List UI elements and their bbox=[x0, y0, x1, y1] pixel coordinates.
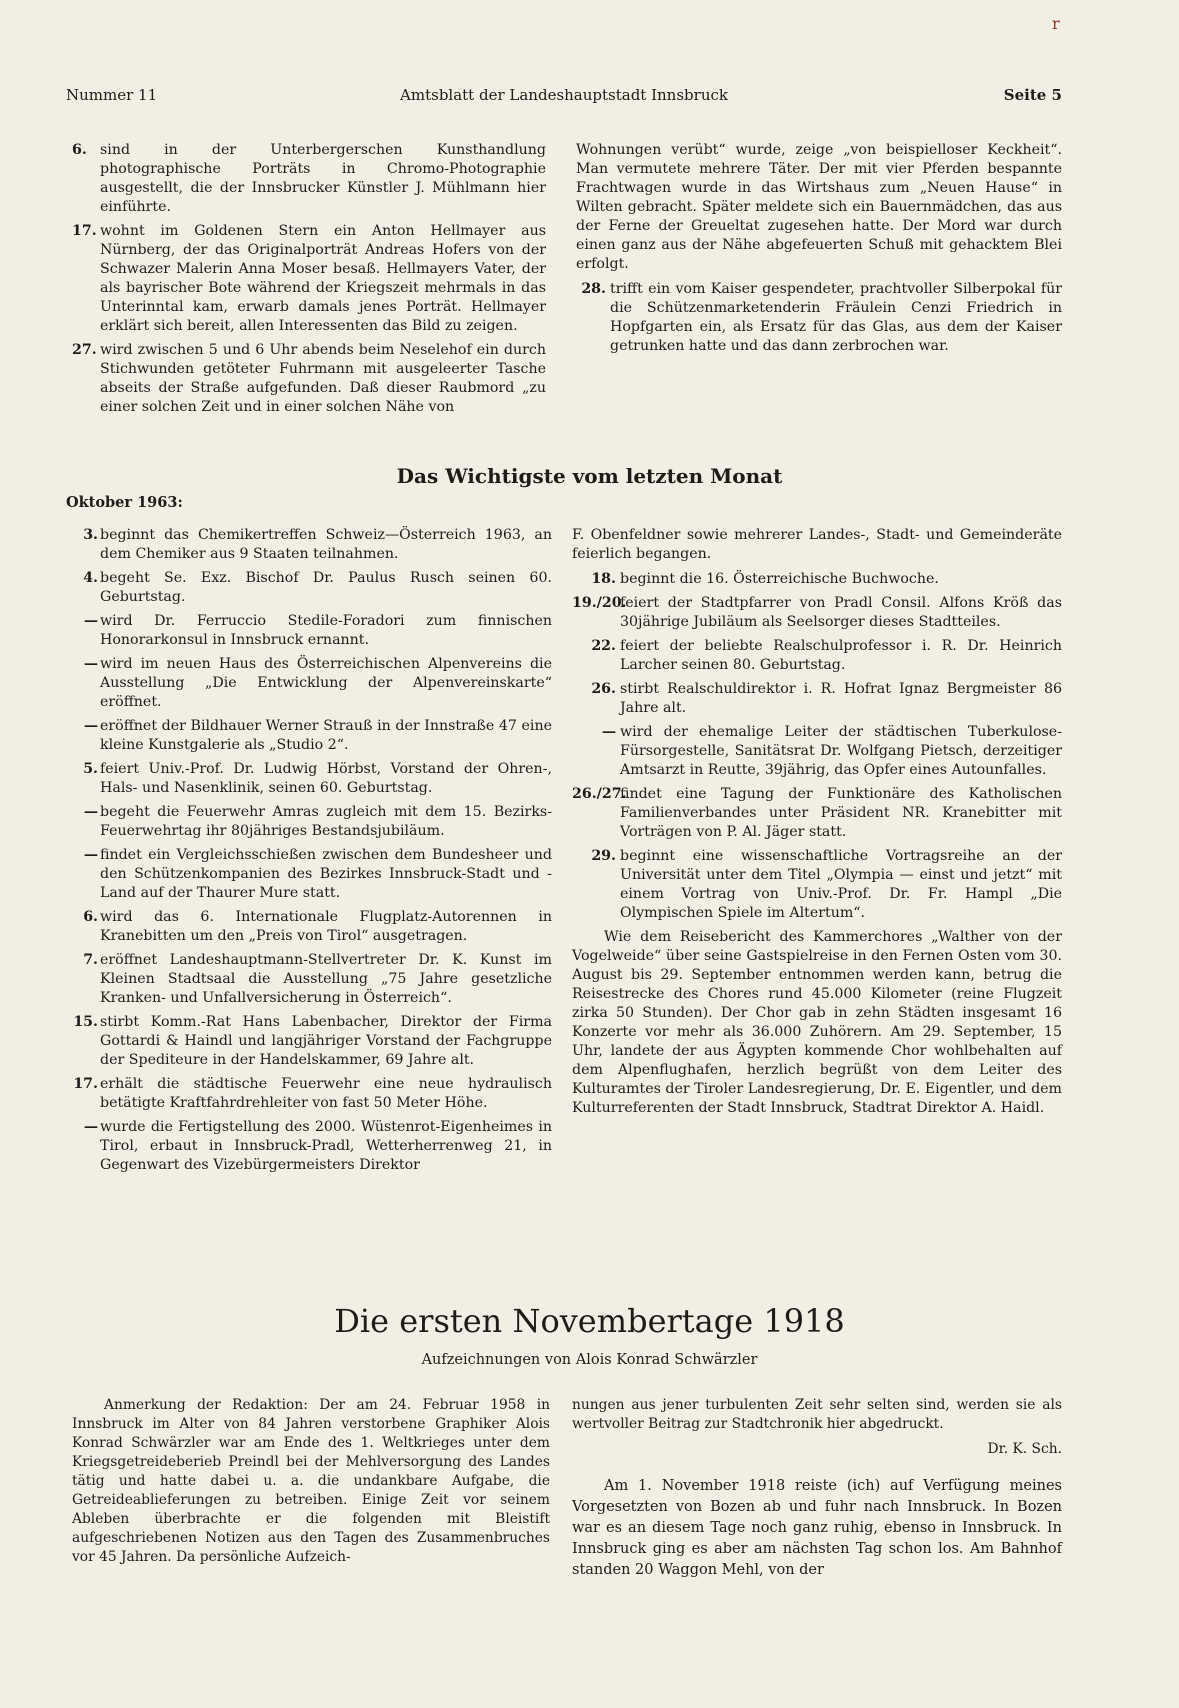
article-body-text: Am 1. November 1918 reiste (ich) auf Verfügung meines Vorgesetzten von Bozen ab und fuhr nach Innsbruck. In Bozen war es an diesem Tage noch ganz ruhig, ebenso in Innsbruck. In Innsbruck ging es aber am nächsten Tag schon los. Am Bahnhof standen 20 Waggon Mehl, von der bbox=[572, 1478, 1062, 1578]
entry-text: beginnt die 16. Österreichische Buchwoche. bbox=[620, 571, 939, 587]
entry bbox=[572, 570, 1062, 589]
entry bbox=[66, 1013, 552, 1070]
entry-text: erhält die städtische Feuerwehr eine neue hydraulisch betätigte Kraftfahrdrehleiter von fast 50 Meter Höhe. bbox=[100, 1076, 552, 1111]
month-label: Oktober 1963: bbox=[66, 494, 183, 511]
entry bbox=[66, 908, 552, 946]
choir-report-paragraph: Wie dem Reisebericht des Kammerchores „Walther von der Vogelweide“ über seine Gastspielreise in den Fernen Osten vom 30. August bis 29. September entnommen werden kann, betrug die Reisestrecke des Chores rund 45.000 Kilometer (reine Flugzeit zirka 50 Stunden). Der Chor gab in zehn Städten insgesamt 16 Konzerte vor mehr als 36.000 Zuhörern. Am 29. September, 15 Uhr, landete der aus Ägypten kommende Chor wohlbehalten auf dem Alpenflughafen, herzlich begrüßt von dem Leiter des Kulturamtes der Tiroler Landesregierung, Dr. E. Eigentler, und dem Kulturreferenten der Stadt Innsbruck, Stadtrat Direktor A. Haidl. bbox=[572, 929, 1063, 1116]
entry-text: findet ein Vergleichsschießen zwischen dem Bundesheer und den Schützenkompanien des Bezirkes Innsbruck-Stadt und -Land auf der Thaurer Mure statt. bbox=[100, 847, 552, 901]
article-subtitle: Aufzeichnungen von Alois Konrad Schwärzler bbox=[421, 1352, 758, 1368]
entry bbox=[72, 141, 546, 217]
entry-date: — bbox=[83, 613, 98, 629]
editorial-note-text: Anmerkung der Redaktion: Der am 24. Februar 1958 in Innsbruck im Alter von 84 Jahren verstorbene Graphiker Alois Konrad Schwärzler war am Ende des 1. Weltkrieges unter dem Kriegsgetreideberieb Preindl bei der Mehlversorgung des Landes tätig und hatte dabei u. a. die undankbare Aufgabe, die Getreideablieferungen zu betreiben. Einige Zeit vor seinem Ableben überbrachte er die folgenden mit Bleistift aufgeschriebenen Notizen aus den Tagen des Zusammenbruches vor 45 Jahren. Da persönliche Aufzeich- bbox=[72, 1397, 550, 1565]
entry-date: — bbox=[83, 804, 98, 820]
entry-date: 18. bbox=[591, 571, 616, 587]
entry-text: begeht Se. Exz. Bischof Dr. Paulus Rusch seinen 60. Geburtstag. bbox=[100, 570, 552, 605]
entry bbox=[572, 847, 1062, 923]
top-left-column bbox=[72, 141, 546, 422]
entry-date: 28. bbox=[581, 281, 606, 297]
entry-date: 17. bbox=[72, 223, 97, 239]
entry-date: — bbox=[83, 656, 98, 672]
editorial-note-continuation: nungen aus jener turbulenten Zeit sehr selten sind, werden sie als wertvoller Beitrag zur Stadtchronik hier abgedruckt. bbox=[572, 1397, 1062, 1432]
entry bbox=[572, 723, 1062, 780]
entry bbox=[72, 222, 546, 336]
entry-date: — bbox=[601, 724, 616, 740]
entry bbox=[66, 655, 552, 712]
entry-text: wird Dr. Ferruccio Stedile-Foradori zum finnischen Honorarkonsul in Innsbruck ernannt. bbox=[100, 613, 552, 648]
entry bbox=[572, 680, 1062, 718]
entry bbox=[66, 1075, 552, 1113]
article-body bbox=[572, 1476, 1062, 1587]
entry bbox=[66, 612, 552, 650]
entry-date: 26. bbox=[591, 681, 616, 697]
entry-date: 5. bbox=[83, 761, 98, 777]
entry-date: 4. bbox=[83, 570, 98, 586]
entry bbox=[66, 569, 552, 607]
editor-signature: Dr. K. Sch. bbox=[987, 1441, 1062, 1457]
entry-date: — bbox=[83, 718, 98, 734]
continuation-text: Wohnungen verübt“ wurde, zeige „von beispielloser Keckheit“. Man vermutete mehrere Täter. Der mit vier Pferden bespannte Frachtwagen wurde in das Wirtshaus zum „Neuen Hause“ in Wilten gebracht. Später meldete sich ein Bauernmädchen, das aus der Ferne der Greueltat zugesehen hatte. Der Mord war durch einen ganz aus der Nähe abgefeuerten Schuß mit gehacktem Blei erfolgt. bbox=[576, 142, 1062, 272]
entry bbox=[66, 803, 552, 841]
editorial-note-left bbox=[72, 1396, 550, 1573]
corner-mark: r bbox=[1052, 14, 1060, 33]
entry bbox=[572, 637, 1062, 675]
entry-date: 19./20. bbox=[572, 595, 627, 611]
entry-text: wird der ehemalige Leiter der städtischen Tuberkulose-Fürsorgestelle, Sanitätsrat Dr. Wolfgang Pietsch, derzeitiger Amtsarzt in Reutte, 39jährig, das Opfer eines Autounfalles. bbox=[620, 724, 1062, 778]
entry-date: 3. bbox=[83, 527, 98, 543]
entry-date: — bbox=[83, 847, 98, 863]
entry-date: 7. bbox=[83, 952, 98, 968]
editorial-note-right bbox=[572, 1396, 1062, 1477]
october-left-column bbox=[66, 526, 552, 1180]
entry-text: stirbt Komm.-Rat Hans Labenbacher, Direktor der Firma Gottardi & Haindl und langjähriger Vorstand der Fachgruppe der Spediteure in der Handelskammer, 69 Jahre alt. bbox=[100, 1014, 552, 1068]
entry-text: begeht die Feuerwehr Amras zugleich mit dem 15. Bezirks-Feuerwehrtag ihr 80jähriges Bestandsjubiläum. bbox=[100, 804, 552, 839]
entry-date: 6. bbox=[72, 142, 87, 158]
entry-text: stirbt Realschuldirektor i. R. Hofrat Ignaz Bergmeister 86 Jahre alt. bbox=[620, 681, 1062, 716]
entry-date: 6. bbox=[83, 909, 98, 925]
page-header bbox=[66, 86, 1062, 108]
entry-text: eröffnet der Bildhauer Werner Strauß in der Innstraße 47 eine kleine Kunstgalerie als „Studio 2“. bbox=[100, 718, 552, 753]
entry bbox=[66, 951, 552, 1008]
entry-text: wird das 6. Internationale Flugplatz-Autorennen in Kranebitten um den „Preis von Tirol“ ausgetragen. bbox=[100, 909, 552, 944]
entry-date: 29. bbox=[591, 848, 616, 864]
entry bbox=[576, 280, 1062, 356]
page-number: Seite 5 bbox=[1003, 86, 1062, 104]
entry-text: feiert der Stadtpfarrer von Pradl Consil. Alfons Kröß das 30jährige Jubiläum als Seelsorger dieses Stadtteiles. bbox=[620, 595, 1062, 630]
october-right-column bbox=[572, 526, 1062, 1124]
entry bbox=[66, 1118, 552, 1175]
entry bbox=[66, 526, 552, 564]
entry-date: 17. bbox=[73, 1076, 98, 1092]
entry-text: wohnt im Goldenen Stern ein Anton Hellmayer aus Nürnberg, der das Originalporträt Andreas Hofers von der Schwazer Malerin Anna Moser besaß. Hellmayers Vater, der als bayrischer Bote während der Kriegszeit mehrmals in das Unterinntal kam, erwarb damals jenes Porträt. Hellmayer erklärt sich bereit, allen Interessenten das Bild zu zeigen. bbox=[100, 223, 546, 334]
issue-number: Nummer 11 bbox=[66, 86, 158, 104]
entry-text: beginnt das Chemikertreffen Schweiz—Österreich 1963, an dem Chemiker aus 9 Staaten teilnahmen. bbox=[100, 527, 552, 562]
entry-text: trifft ein vom Kaiser gespendeter, prachtvoller Silberpokal für die Schützenmarketenderin Fräulein Cenzi Friedrich in Hopfgarten ein, als Ersatz für das Glas, aus dem der Kaiser getrunken hatte und das dann zerbrochen war. bbox=[610, 281, 1062, 354]
section-title: Das Wichtigste vom letzten Monat bbox=[396, 464, 783, 488]
entry bbox=[572, 785, 1062, 842]
entry bbox=[66, 717, 552, 755]
entry-text: wird zwischen 5 und 6 Uhr abends beim Neselehof ein durch Stichwunden getöteter Fuhrmann mit ausgeleerter Tasche abseits der Straße aufgefunden. Daß dieser Raubmord „zu einer solchen Zeit und in einer solchen Nähe von bbox=[100, 342, 546, 415]
entry-date: 27. bbox=[72, 342, 97, 358]
entry-text: eröffnet Landeshauptmann-Stellvertreter Dr. K. Kunst im Kleinen Stadtsaal die Ausstellung „75 Jahre gesetzliche Kranken- und Unfallversicherung in Österreich“. bbox=[100, 952, 552, 1006]
entry-text: wurde die Fertigstellung des 2000. Wüstenrot-Eigenheimes in Tirol, erbaut in Innsbruck-Pradl, Wetterherrenweg 21, in Gegenwart des Vizebürgermeisters Direktor bbox=[100, 1119, 552, 1173]
entry bbox=[572, 594, 1062, 632]
article-title: Die ersten Novembertage 1918 bbox=[334, 1302, 845, 1340]
entry bbox=[72, 341, 546, 417]
publication-title: Amtsblatt der Landeshauptstadt Innsbruck bbox=[400, 86, 728, 104]
entry-date: 26./27. bbox=[572, 786, 627, 802]
entry-text: findet eine Tagung der Funktionäre des Katholischen Familienverbandes unter Präsident NR. Kranebitter mit Vorträgen von P. Al. Jäger statt. bbox=[620, 786, 1062, 840]
entry-date: 15. bbox=[73, 1014, 98, 1030]
entry-text: beginnt eine wissenschaftliche Vortragsreihe an der Universität unter dem Titel „Olympia — einst und jetzt“ mit einem Vortrag von Univ.-Prof. Dr. Fr. Hampl „Die Olympischen Spiele im Altertum“. bbox=[620, 848, 1062, 921]
entry bbox=[66, 760, 552, 798]
continuation-text: F. Obenfeldner sowie mehrerer Landes-, Stadt- und Gemeinderäte feierlich begangen. bbox=[572, 527, 1062, 562]
top-right-column bbox=[576, 141, 1062, 361]
entry bbox=[66, 846, 552, 903]
entry-text: sind in der Unterbergerschen Kunsthandlung photographische Porträts in Chromo-Photographie ausgestellt, die der Innsbrucker Künstler J. Mühlmann hier einführte. bbox=[100, 142, 546, 215]
entry-text: feiert der beliebte Realschulprofessor i. R. Dr. Heinrich Larcher seinen 80. Geburtstag. bbox=[620, 638, 1062, 673]
entry-date: — bbox=[83, 1119, 98, 1135]
entry-text: wird im neuen Haus des Österreichischen Alpenvereins die Ausstellung „Die Entwicklung der Alpenvereinskarte“ eröffnet. bbox=[100, 656, 552, 710]
entry-date: 22. bbox=[591, 638, 616, 654]
entry-text: feiert Univ.-Prof. Dr. Ludwig Hörbst, Vorstand der Ohren-, Hals- und Nasenklinik, seinen 60. Geburtstag. bbox=[100, 761, 552, 796]
